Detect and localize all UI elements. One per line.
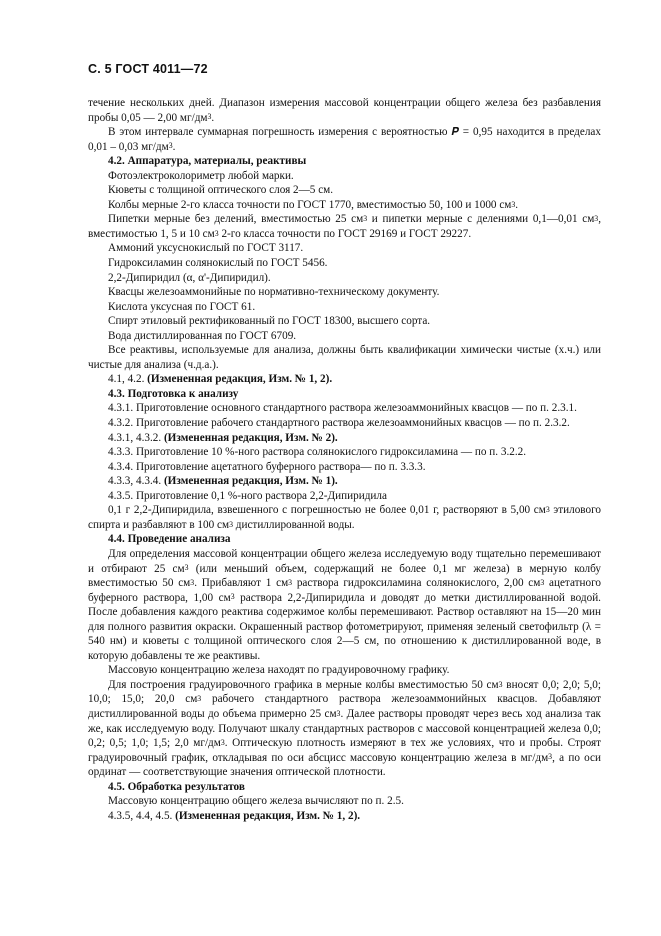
document-body [88, 96, 601, 823]
paragraph: Гидроксиламин солянокислый по ГОСТ 5456. [108, 257, 328, 270]
paragraph: 4.3.1. Приготовление основного стандартного раствора железоаммонийных квасцов — по п. 2.3.1. [108, 402, 577, 415]
paragraph [88, 372, 601, 387]
paragraph: Массовую концентрацию железа находят по градуировочному графику. [108, 664, 450, 677]
paragraph: течение нескольких дней. Диапазон измерения массовой концентрации общего железа без разбавления пробы 0,05 — 2,00 $мг/дм^3$. [88, 97, 601, 124]
paragraph: Пипетки мерные без делений, вместимостью 25 $см^3$ и пипетки мерные с делениями 0,1—0,01 $см^3$, вместимостью 1, 5 и 10 $см^3$ 2-го класса точности по ГОСТ 29169 и ГОСТ 29227. [88, 213, 601, 240]
paragraph: 4.3.4. Приготовление ацетатного буферного раствора— по п. 3.3.3. [108, 460, 426, 473]
paragraph: Для определения массовой концентрации общего железа исследуемую воду тщательно перемешивают и отбирают 25 $см^3$ (или меньший объем, содержащий не более 0,1 мг железа) в мерную колбу вместимостью 50 $см^3$. Прибавляют 1 $см^3$ раствора гидроксиламина солянокислого, 2,00 $см^3$ ацетатного буферного раствора, 1,00 $см^3$ раствора 2,2-Дипиридила и доводят до метки дистиллированной водой. После добавления каждого реактива содержимое колбы перемешивают. Раствор оставляют на 15—20 мин для полного развития окраски. Окрашенный раствор фотометрируют, применяя зеленый светофильтр (λ = 540 нм) и кюветы с толщиной оптического слоя 2—5 см, по отношению к дистиллированной воде, в которую добавлены те же реактивы. [88, 547, 602, 662]
amendment-note: (Измененная редакция, Изм. № 1, 2). [147, 373, 333, 386]
amendment-ref: 4.1, 4.2. [108, 373, 148, 386]
paragraph: Аммоний уксуснокислый по ГОСТ 3117. [108, 242, 304, 255]
paragraph [88, 431, 601, 446]
amendment-note: (Измененная редакция, Изм. № 2). [163, 431, 338, 444]
paragraph: Все реактивы, используемые для анализа, должны быть квалификации химически чистые (х.ч.) или чистые для анализа (ч.д.а.). [88, 344, 601, 371]
paragraph: Кюветы с толщиной оптического слоя 2—5 см. [108, 184, 334, 197]
section-heading: 4.5. Обработка результатов [108, 780, 245, 793]
paragraph: Кислота уксусная по ГОСТ 61. [108, 300, 256, 313]
amendment-note: (Измененная редакция, Изм. № 1). [163, 475, 338, 488]
paragraph: 4.3.5. Приготовление 0,1 %-ного раствора 2,2-Дипиридила [108, 489, 387, 502]
paragraph: 0,1 г 2,2-Дипиридила, взвешенного с погрешностью не более 0,01 г, растворяют в 5,00 $см^3$ этилового спирта и разбавляют в 100 $см^3$ дистиллированной воды. [88, 504, 601, 531]
paragraph: Вода дистиллированная по ГОСТ 6709. [108, 329, 297, 342]
section-heading: 4.4. Проведение анализа [108, 533, 231, 546]
paragraph: 4.3.2. Приготовление рабочего стандартного раствора железоаммонийных квасцов — по п. 2.3.2. [108, 417, 570, 430]
paragraph: В этом интервале суммарная погрешность измерения с вероятностью 𝑷 = 0,95 находится в пределах 0,01 – 0,03 $мг/дм^3$. [88, 126, 601, 153]
paragraph [88, 809, 601, 824]
amendment-ref: 4.3.1, 4.3.2. [108, 431, 164, 444]
paragraph: Спирт этиловый ректификованный по ГОСТ 18300, высшего сорта. [108, 315, 431, 328]
section-heading: 4.3. Подготовка к анализу [108, 387, 239, 400]
paragraph: Колбы мерные 2-го класса точности по ГОСТ 1770, вместимостью 50, 100 и 1000 $см^3$. [108, 198, 519, 211]
paragraph: Фотоэлектроколориметр любой марки. [108, 169, 294, 182]
paragraph: 2,2-Дипиридил (α, α'-Дипиридил). [108, 271, 271, 284]
page-header: С. 5 ГОСТ 4011—72 [88, 62, 208, 76]
amendment-ref: 4.3.5, 4.4, 4.5. [108, 809, 176, 822]
paragraph [88, 474, 601, 489]
paragraph: Для построения градуировочного графика в мерные колбы вместимостью 50 $см^3$ вносят 0,0; 2,0; 5,0; 10,0; 15,0; 20,0 $см^3$ рабочего стандартного раствора железоаммонийных квасцов. Добавляют дистиллированной воды до объема примерно 25 $см^3$. Далее растворы проводят через весь ход анализа так же, как исследуемую воду. Получают шкалу стандартных растворов с массовой концентрацией железа 0,0; 0,2; 0,5; 1,0; 1,5; 2,0 $мг/дм^3$. Оптическую плотность измеряют в тех же условиях, что и пробы. Строят градуировочный график, откладывая по оси абсцисс массовую концентрацию железа в $мг/дм^3$, а по оси ординат — соответствующие значения оптической плотности. [88, 678, 602, 779]
amendment-note: (Измененная редакция, Изм. № 1, 2). [175, 809, 361, 822]
amendment-ref: 4.3.3, 4.3.4. [108, 475, 164, 488]
paragraph: Массовую концентрацию общего железа вычисляют по п. 2.5. [108, 795, 404, 808]
paragraph: Квасцы железоаммонийные по нормативно-техническому документу. [108, 286, 440, 299]
paragraph: 4.3.3. Приготовление 10 %-ного раствора солянокислого гидроксиламина — по п. 3.2.2. [108, 446, 527, 459]
section-heading: 4.2. Аппаратура, материалы, реактивы [108, 155, 307, 168]
